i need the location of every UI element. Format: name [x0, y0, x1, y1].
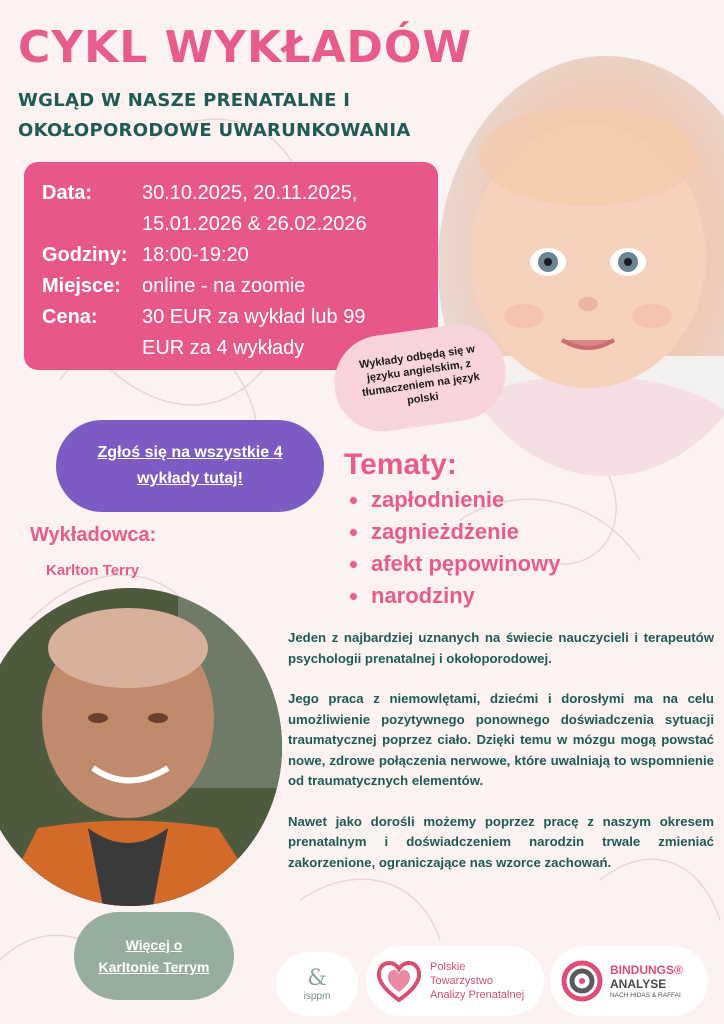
topic-label: zapłodnienie [371, 487, 505, 512]
bullet-icon [350, 529, 357, 536]
lecturer-label: Wykładowca: [30, 524, 157, 546]
topic-label: narodziny [371, 583, 475, 608]
place-row [42, 275, 121, 298]
ba-line-1: BINDUNGS® [610, 962, 683, 977]
signup-all-lectures-button[interactable]: Zgłoś się na wszystkie 4 wykłady tutaj! [56, 420, 324, 512]
ba-line-2: ANALYSE [610, 976, 667, 991]
isppm-ampersand-icon: & [307, 965, 327, 991]
ptap-line-1: Polskie [430, 961, 466, 973]
date-value-line1: 30.10.2025, 20.11.2025, [142, 182, 358, 204]
ptap-line-2: Towarzystwo [430, 975, 493, 987]
isppm-logo-text: isppm [303, 990, 331, 1002]
date-label: Data: [42, 182, 93, 204]
date-value-line2: 15.01.2026 & 26.02.2026 [142, 213, 367, 235]
topic-item [350, 484, 560, 516]
bindungsanalyse-logo-text [610, 963, 683, 1000]
lecturer-bio [288, 628, 714, 893]
page-title: CYKL WYKŁADÓW [18, 22, 472, 73]
date-row [42, 182, 92, 205]
topics-heading: Tematy: [344, 448, 457, 481]
ba-line-3: NACH HIDAS & RAFFAI [610, 991, 681, 999]
place-value: online - na zoomie [142, 275, 306, 297]
hours-row [42, 244, 128, 267]
price-row [42, 306, 98, 329]
heart-icon [374, 958, 424, 1004]
price-value-line1: 30 EUR za wykład lub 99 [142, 306, 366, 328]
price-value-line2: EUR za 4 wykłady [142, 337, 305, 359]
bindungsanalyse-logo [550, 946, 708, 1016]
bullet-icon [350, 497, 357, 504]
lecturer-name: Karlton Terry [46, 562, 140, 579]
ptap-logo [366, 946, 544, 1016]
bio-paragraph-1: Jeden z najbardziej uznanych na świecie nauczycieli i terapeutów psychologii prenatalnej i okołoporodowej. [288, 630, 714, 666]
isppm-logo [276, 952, 358, 1016]
topic-label: zagnieżdżenie [371, 519, 519, 544]
language-note: Wykłady odbędą się w języku angielskim, z tłumaczeniem na język polski [328, 318, 512, 437]
bio-paragraph-2: Jego praca z niemowlętami, dziećmi i dorosłymi ma na celu umożliwienie pozytywnego ponownego doświadczenia sytuacji traumatycznej poprzez ciało. Dzięki temu w mózgu mogą powstać nowe, zdrowe połączenia nerwowe, które uwalniają to wspomnienie od traumatycznych elementów. [288, 691, 714, 788]
bullet-icon [350, 561, 357, 568]
bullet-icon [350, 593, 357, 600]
ptap-logo-text [430, 960, 524, 1002]
price-label: Cena: [42, 306, 98, 328]
hours-label: Godziny: [42, 244, 128, 266]
topic-item [350, 580, 560, 612]
bio-paragraph-3: Nawet jako dorośli możemy poprzez pracę z naszym okresem prenatalnym i doświadczeniem narodzin trwale zmieniać zakorzenione, ograniczające nas wzorce zachowań. [288, 813, 714, 870]
hours-value: 18:00-19:20 [142, 244, 249, 266]
topic-item [350, 516, 560, 548]
topic-item [350, 548, 560, 580]
page-subtitle: WGLĄD W NASZE PRENATALNE I OKOŁOPORODOWE UWARUNKOWANIA [18, 90, 411, 141]
ptap-line-3: Analizy Prenatalnej [430, 989, 525, 1001]
topic-label: afekt pępowinowy [371, 551, 561, 576]
topics-list [350, 484, 560, 612]
spiral-icon [560, 959, 604, 1003]
place-label: Miejsce: [42, 275, 121, 297]
more-about-lecturer-button[interactable]: Więcej o Karltonie Terrym [74, 912, 234, 1000]
